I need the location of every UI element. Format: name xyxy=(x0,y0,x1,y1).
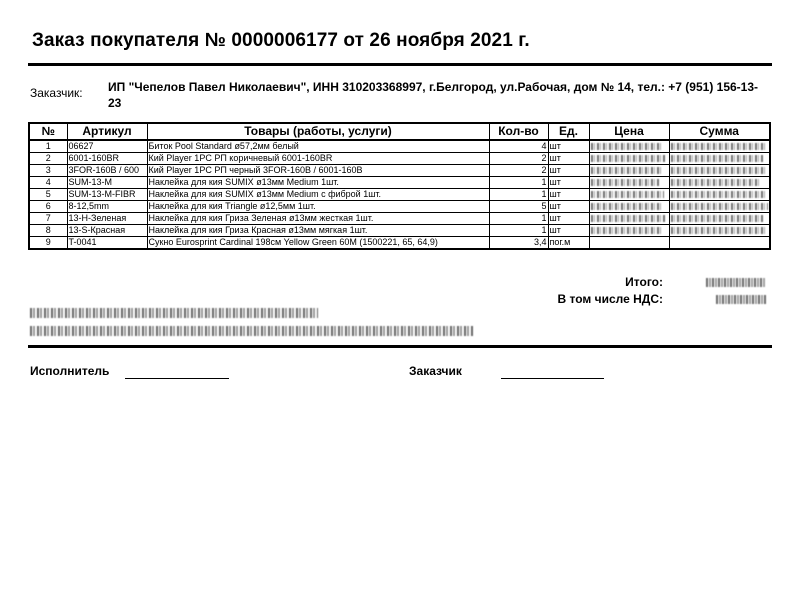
customer-details: ИП "Чепелов Павел Николаевич", ИНН 310203368997, г.Белгород, ул.Рабочая, дом № 14, тел.: +7 (951) 156-13-23 xyxy=(108,80,759,110)
row-price-redacted xyxy=(589,201,669,213)
row-article: 6001-160BR xyxy=(67,153,147,165)
row-article: 06627 xyxy=(67,140,147,153)
header-number: № xyxy=(29,123,67,140)
row-name: Сукно Eurosprint Cardinal 198см Yellow Green 60M (1500221, 65, 64,9) xyxy=(147,237,489,250)
total-label: Итого: xyxy=(625,275,663,289)
total-value-redacted xyxy=(706,278,766,287)
row-article: 8-12,5mm xyxy=(67,201,147,213)
row-sum-redacted xyxy=(669,165,770,177)
row-price-redacted xyxy=(589,140,669,153)
row-quantity: 5 xyxy=(489,201,548,213)
row-quantity: 2 xyxy=(489,165,548,177)
row-article: 3FOR-160B / 600 xyxy=(67,165,147,177)
row-quantity: 1 xyxy=(489,213,548,225)
row-sum-redacted xyxy=(669,140,770,153)
row-article: 13-S-Красная xyxy=(67,225,147,237)
row-article: SUM-13-M xyxy=(67,177,147,189)
row-quantity: 4 xyxy=(489,140,548,153)
row-number: 4 xyxy=(29,177,67,189)
row-unit: шт xyxy=(548,165,589,177)
row-article: SUM-13-M-FIBR xyxy=(67,189,147,201)
row-quantity: 1 xyxy=(489,225,548,237)
vat-label: В том числе НДС: xyxy=(557,292,663,306)
row-quantity: 2 xyxy=(489,153,548,165)
row-number: 6 xyxy=(29,201,67,213)
row-sum-redacted xyxy=(669,153,770,165)
customer-label: Заказчик: xyxy=(30,86,83,100)
amount-in-words-redacted xyxy=(30,308,318,318)
amount-in-words-redacted-line2 xyxy=(30,326,474,336)
row-number: 7 xyxy=(29,213,67,225)
row-sum-redacted xyxy=(669,225,770,237)
header-goods: Товары (работы, услуги) xyxy=(147,123,489,140)
row-number: 3 xyxy=(29,165,67,177)
executor-signature-line[interactable] xyxy=(125,378,229,379)
row-number: 8 xyxy=(29,225,67,237)
row-price-redacted xyxy=(589,177,669,189)
row-name: Наклейка для кия SUMIX ø13мм Medium 1шт. xyxy=(147,177,489,189)
table-row xyxy=(29,237,770,250)
header-unit: Ед. xyxy=(548,123,589,140)
document-title: Заказ покупателя № 0000006177 от 26 ноября 2021 г. xyxy=(32,30,530,51)
row-unit: шт xyxy=(548,177,589,189)
table-row xyxy=(29,140,770,153)
row-number: 1 xyxy=(29,140,67,153)
row-name: Кий Player 1PC РП черный 3FOR-160B / 6001-160B xyxy=(147,165,489,177)
row-sum-redacted xyxy=(669,189,770,201)
footer-divider xyxy=(28,345,772,348)
table-row xyxy=(29,177,770,189)
row-sum-redacted xyxy=(669,213,770,225)
row-unit: шт xyxy=(548,201,589,213)
row-article: 13-H-Зеленая xyxy=(67,213,147,225)
row-unit: шт xyxy=(548,213,589,225)
table-header-row xyxy=(29,123,770,140)
table-row xyxy=(29,165,770,177)
row-sum-redacted xyxy=(669,201,770,213)
customer-signature-line[interactable] xyxy=(501,378,604,379)
row-price-redacted xyxy=(589,189,669,201)
row-price-redacted xyxy=(589,153,669,165)
row-name: Кий Player 1PC РП коричневый 6001-160BR xyxy=(147,153,489,165)
table-row xyxy=(29,189,770,201)
executor-label: Исполнитель xyxy=(30,364,110,378)
header-quantity: Кол-во xyxy=(489,123,548,140)
table-row xyxy=(29,153,770,165)
header-price: Цена xyxy=(589,123,669,140)
row-number: 9 xyxy=(29,237,67,250)
row-sum-empty xyxy=(669,237,770,250)
row-unit: шт xyxy=(548,225,589,237)
row-name: Биток Pool Standard ø57,2мм белый xyxy=(147,140,489,153)
table-row xyxy=(29,201,770,213)
customer-signature-label: Заказчик xyxy=(409,364,462,378)
row-price-empty xyxy=(589,237,669,250)
table-row xyxy=(29,213,770,225)
row-quantity: 1 xyxy=(489,177,548,189)
row-article: T-0041 xyxy=(67,237,147,250)
row-sum-redacted xyxy=(669,177,770,189)
row-number: 5 xyxy=(29,189,67,201)
row-quantity: 1 xyxy=(489,189,548,201)
row-name: Наклейка для кия Гриза Зеленая ø13мм жесткая 1шт. xyxy=(147,213,489,225)
row-unit: шт xyxy=(548,189,589,201)
row-unit: шт xyxy=(548,140,589,153)
row-name: Наклейка для кия Triangle ø12,5мм 1шт. xyxy=(147,201,489,213)
title-divider xyxy=(28,63,772,66)
row-unit: шт xyxy=(548,153,589,165)
header-sum: Сумма xyxy=(669,123,770,140)
row-name: Наклейка для кия SUMIX ø13мм Medium с фиброй 1шт. xyxy=(147,189,489,201)
row-number: 2 xyxy=(29,153,67,165)
header-article: Артикул xyxy=(67,123,147,140)
items-table xyxy=(28,122,771,250)
row-price-redacted xyxy=(589,213,669,225)
table-row xyxy=(29,225,770,237)
row-price-redacted xyxy=(589,165,669,177)
row-unit: пог.м xyxy=(548,237,589,250)
vat-value-redacted xyxy=(716,295,766,304)
row-quantity: 3,4 xyxy=(489,237,548,250)
row-price-redacted xyxy=(589,225,669,237)
row-name: Наклейка для кия Гриза Красная ø13мм мягкая 1шт. xyxy=(147,225,489,237)
